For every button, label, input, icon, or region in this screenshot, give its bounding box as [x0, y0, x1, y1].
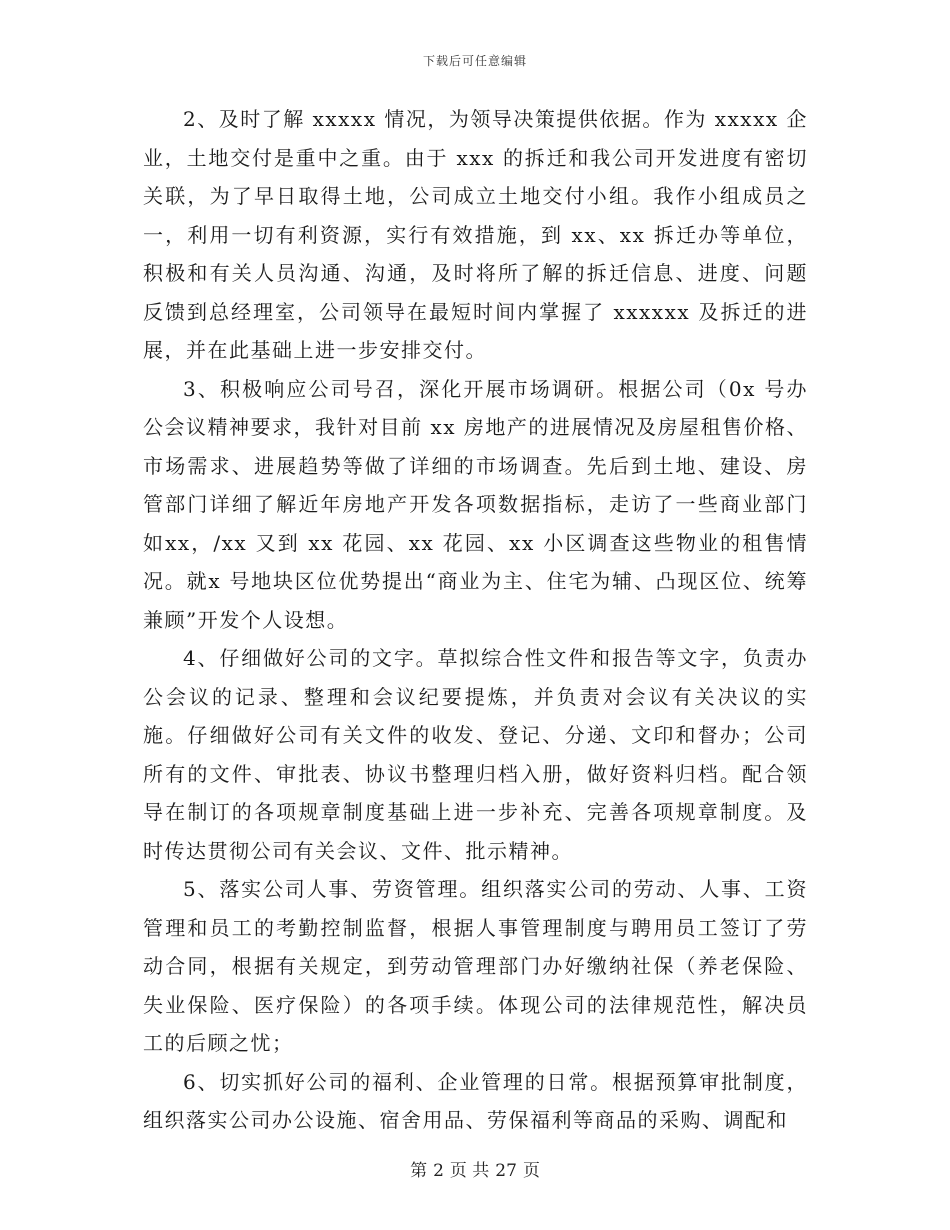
footer-suffix: 页	[522, 1161, 540, 1181]
page-footer	[0, 1156, 950, 1181]
footer-page-number: 2	[433, 1161, 444, 1181]
paragraph-item-4: 4、仔细做好公司的文字。草拟综合性文件和报告等文字，负责办公会议的记录、整理和会议纪要提炼，并负责对会议有关决议的实施。仔细做好公司有关文件的收发、登记、分递、文印和督办；公司所有的文件、审批表、协议书整理归档入册，做好资料归档。配合领导在制订的各项规章制度基础上进一步补充、完善各项规章制度。及时传达贯彻公司有关会议、文件、批示精神。	[143, 646, 808, 863]
paragraph-item-3: 3、积极响应公司号召，深化开展市场调研。根据公司（0x 号办公会议精神要求，我针对目前 xx 房地产的进展情况及房屋租售价格、市场需求、进展趋势等做了详细的市场调查。先后到土地、建设、房管部门详细了解近年房地产开发各项数据指标，走访了一些商业部门如xx，/xx 又到 xx 花园、xx 花园、xx 小区调查这些物业的租售情况。就x 号地块区位优势提出“商业为主、住宅为辅、凸现区位、统筹兼顾”开发个人设想。	[143, 376, 808, 632]
paragraph-item-6: 6、切实抓好公司的福利、企业管理的日常。根据预算审批制度，组织落实公司办公设施、宿舍用品、劳保福利等商品的采购、调配和	[143, 1069, 808, 1132]
paragraph-item-2: 2、及时了解 xxxxx 情况，为领导决策提供依据。作为 xxxxx 企业，土地交付是重中之重。由于 xxx 的拆迁和我公司开发进度有密切关联，为了早日取得土地，公司成立土地交付小组。我作小组成员之一，利用一切有利资源，实行有效措施，到 xx、xx 拆迁办等单位，积极和有关人员沟通、沟通，及时将所了解的拆迁信息、进度、问题反馈到总经理室，公司领导在最短时间内掌握了 xxxxxx 及拆迁的进展，并在此基础上进一步安排交付。	[143, 107, 808, 362]
paragraph-item-5: 5、落实公司人事、劳资管理。组织落实公司的劳动、人事、工资管理和员工的考勤控制监督，根据人事管理制度与聘用员工签订了劳动合同，根据有关规定，到劳动管理部门办好缴纳社保（养老保险、失业保险、医疗保险）的各项手续。体现公司的法律规范性，解决员工的后顾之忧；	[143, 877, 808, 1055]
document-body	[143, 100, 808, 1140]
footer-prefix: 第	[410, 1161, 428, 1181]
footer-middle: 页 共	[449, 1161, 490, 1181]
footer-total-pages: 27	[495, 1161, 517, 1181]
page-header: 下载后可任意编辑	[422, 54, 527, 68]
